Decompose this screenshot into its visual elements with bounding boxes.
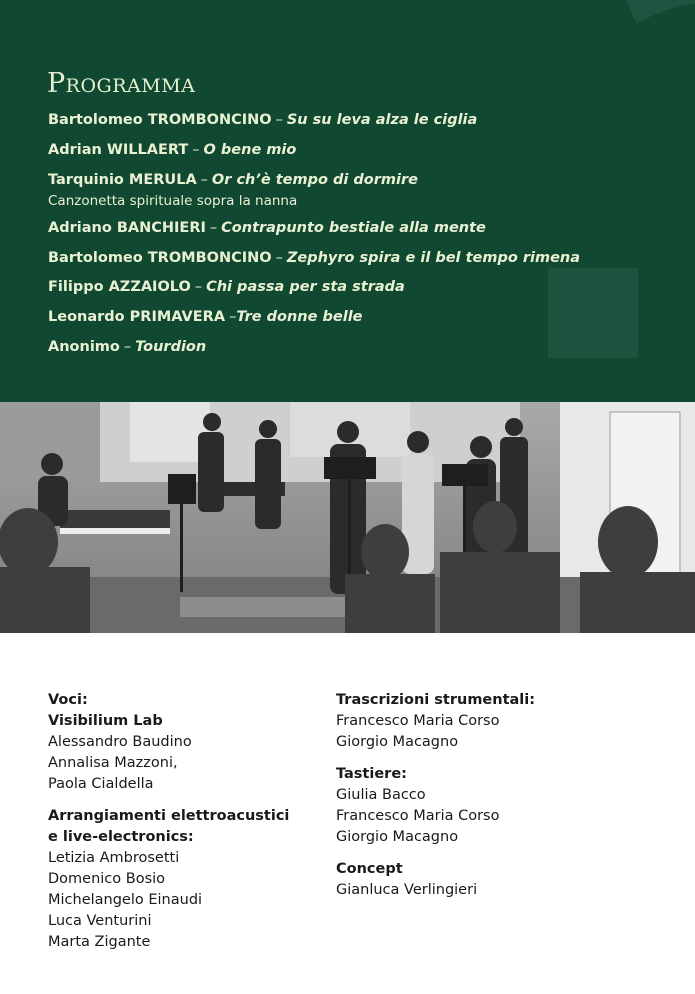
credit-name: Giulia Bacco <box>336 787 426 803</box>
credit-name: Annalisa Mazzoni, <box>48 755 178 771</box>
piece-title: Tre donne belle <box>236 309 363 325</box>
composer: Bartolomeo TROMBONCINO <box>48 112 272 128</box>
program-item: Tarquinio MERULA – Or ch’è tempo di dormire <box>48 172 418 188</box>
arrangiamenti-heading-line2: e live-electronics: <box>48 829 194 845</box>
tastiere-heading: Tastiere: <box>336 766 407 782</box>
piece-title: Chi passa per sta strada <box>206 279 405 295</box>
voci-heading: Voci: <box>48 692 88 708</box>
credit-name: Letizia Ambrosetti <box>48 850 180 866</box>
composer: Bartolomeo TROMBONCINO <box>48 250 272 266</box>
credits-right-column <box>336 690 535 901</box>
piece-title: Tourdion <box>135 339 207 355</box>
credit-name: Francesco Maria Corso <box>336 808 500 824</box>
program-item: Leonardo PRIMAVERA –Tre donne belle <box>48 309 363 325</box>
program-item: Adriano BANCHIERI – Contrapunto bestiale alla mente <box>48 220 486 236</box>
piece-title: Contrapunto bestiale alla mente <box>221 220 486 236</box>
credit-name: Gianluca Verlingieri <box>336 882 478 898</box>
composer: Filippo AZZAIOLO <box>48 279 191 295</box>
composer: Adriano BANCHIERI <box>48 220 206 236</box>
credit-name: Michelangelo Einaudi <box>48 892 203 908</box>
piece-title: O bene mio <box>203 142 297 158</box>
composer: Tarquinio MERULA <box>48 172 197 188</box>
program-item: Adrian WILLAERT – O bene mio <box>48 142 297 158</box>
program-item: Filippo AZZAIOLO – Chi passa per sta strada <box>48 279 405 295</box>
credit-name: Francesco Maria Corso <box>336 713 500 729</box>
concert-photo-illustration <box>0 402 695 633</box>
composer: Adrian WILLAERT <box>48 142 189 158</box>
credit-name: Giorgio Macagno <box>336 734 459 750</box>
credits-left-column <box>48 690 289 953</box>
composer: Anonimo <box>48 339 120 355</box>
credit-name: Alessandro Baudino <box>48 734 192 750</box>
piece-title: Zephyro spira e il bel tempo rimena <box>286 250 581 266</box>
credit-name: Paola Cialdella <box>48 776 154 792</box>
program-item: Anonimo – Tourdion <box>48 339 207 355</box>
arrangiamenti-heading: Arrangiamenti elettroacustici <box>48 808 290 824</box>
program-item: Bartolomeo TROMBONCINO – Zephyro spira e il bel tempo rimena <box>48 250 581 266</box>
credit-name: Luca Venturini <box>48 913 152 929</box>
concept-heading: Concept <box>336 861 403 877</box>
decorative-block <box>548 268 638 358</box>
trascrizioni-heading: Trascrizioni strumentali: <box>336 692 536 708</box>
ensemble-name: Visibilium Lab <box>48 713 163 729</box>
decorative-arc <box>394 0 695 402</box>
credit-name: Domenico Bosio <box>48 871 166 887</box>
credits-section <box>0 633 695 994</box>
program-panel <box>0 0 695 402</box>
program-item: Bartolomeo TROMBONCINO – Su su leva alza le ciglia <box>48 112 478 128</box>
concert-photo <box>0 402 695 633</box>
piece-title: Su su leva alza le ciglia <box>286 112 478 128</box>
program-heading: Programma <box>47 68 196 99</box>
piece-subtitle: Canzonetta spirituale sopra la nanna <box>48 193 298 209</box>
credit-name: Marta Zigante <box>48 934 151 950</box>
credit-name: Giorgio Macagno <box>336 829 459 845</box>
piece-title: Or ch’è tempo di dormire <box>211 172 418 188</box>
composer: Leonardo PRIMAVERA <box>48 309 226 325</box>
